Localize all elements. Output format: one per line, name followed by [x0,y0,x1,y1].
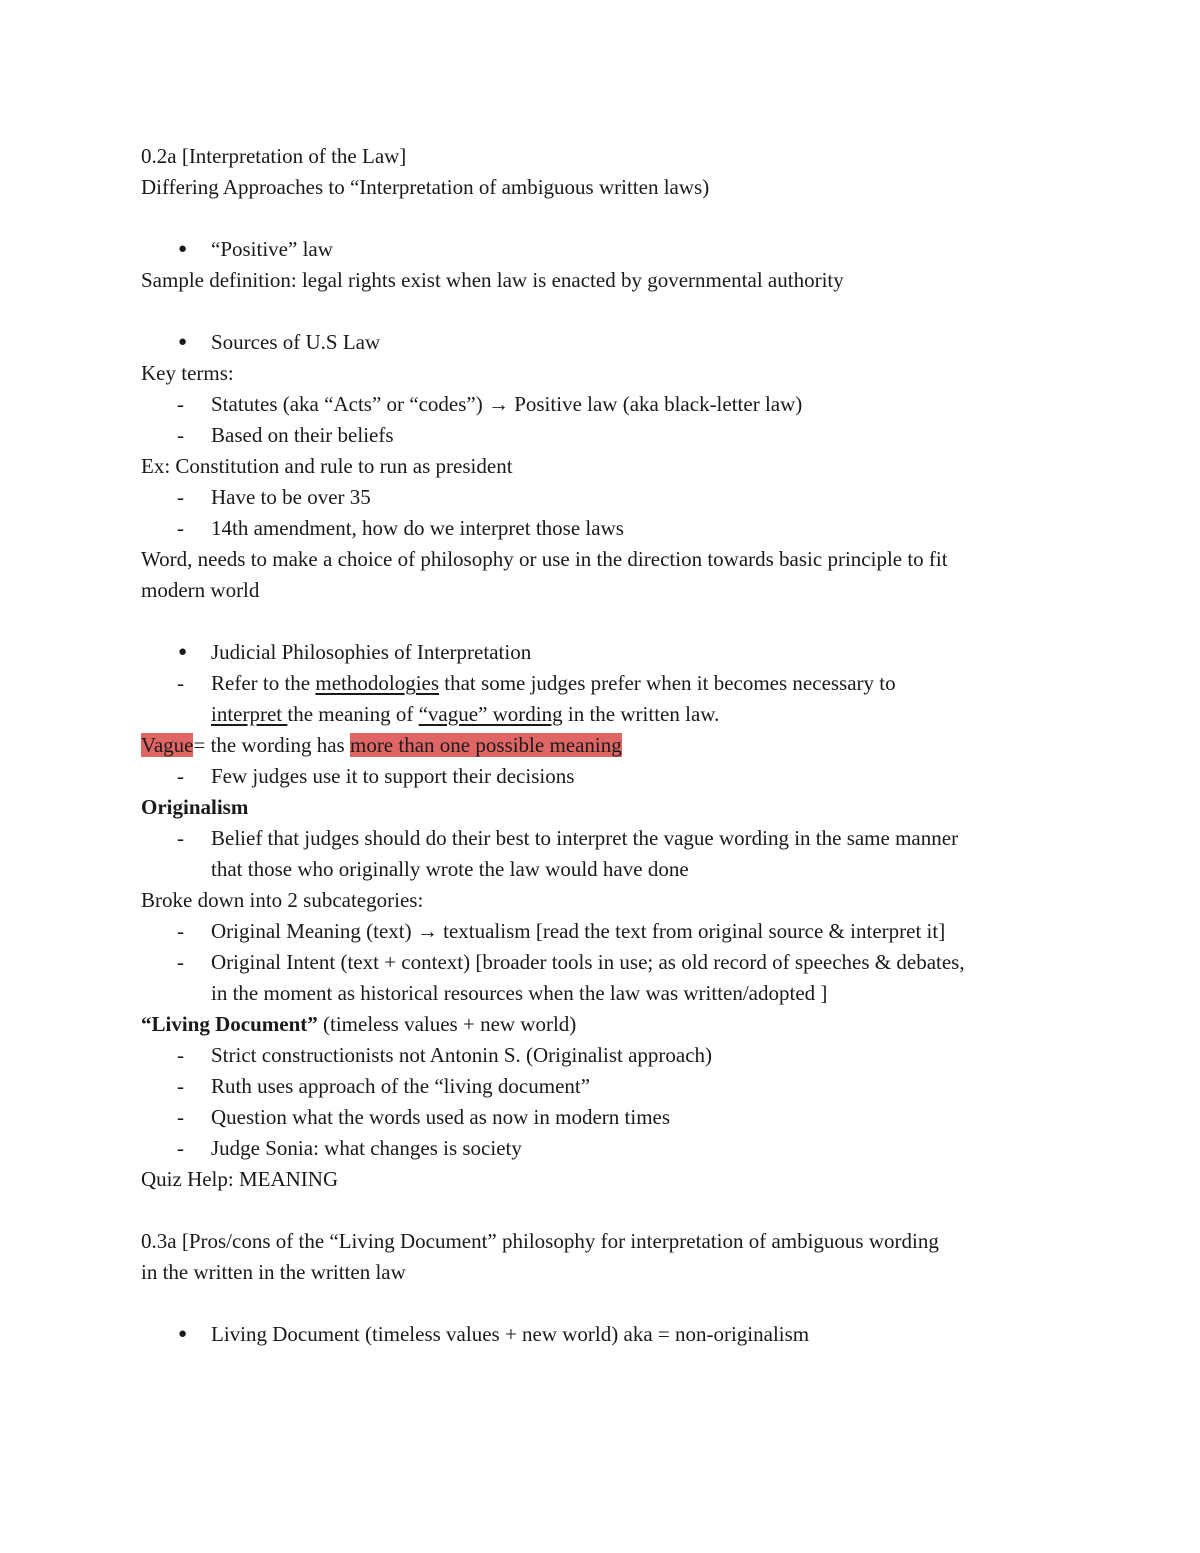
dash-item [141,761,1061,792]
dash-item [141,668,1061,699]
bullet-text: Living Document (timeless values + new world) aka = non-originalism [211,1322,810,1346]
text-span: in the written law. [562,702,720,726]
dash-icon: - [177,1105,184,1129]
dash-icon: - [177,826,184,850]
dash-text: Refer to the [211,671,316,695]
blank-line [141,606,1061,637]
dash-text: Statutes (aka “Acts” or “codes”) → Positive law (aka black-letter law) [211,392,803,416]
bullet-text: Sources of U.S Law [211,330,381,354]
blank-line [141,1195,1061,1226]
dash-text: Original Intent (text + context) [broader tools in use; as old record of speeches & debates, [211,950,965,974]
dash-icon: - [177,392,184,416]
underlined-text: interpret [211,702,288,726]
bullet-dot-icon: ● [178,644,188,660]
blank-line [141,1288,1061,1319]
dash-item [141,947,1061,978]
blank-line [141,296,1061,327]
blank-line [141,203,1061,234]
dash-item [141,513,1061,544]
dash-item [141,823,1061,854]
bullet-item-positive-law [141,234,1061,265]
dash-text: 14th amendment, how do we interpret those laws [211,516,624,540]
continuation-line: in the moment as historical resources when the law was written/adopted ] [211,981,828,1005]
dash-text: Belief that judges should do their best to interpret the vague wording in the same manner [211,826,959,850]
bullet-dot-icon: ● [178,241,188,257]
dash-text: Original Meaning (text) → textualism [read the text from original source & interpret it] [211,919,946,943]
dash-text: Question what the words used as now in modern times [211,1105,671,1129]
dash-item [141,1040,1061,1071]
subtitle-line: Differing Approaches to “Interpretation of ambiguous written laws) [141,175,710,199]
dash-icon: - [177,1136,184,1160]
dash-text: Based on their beliefs [211,423,394,447]
bullet-item-sources [141,327,1061,358]
underlined-text: methodologies [315,671,440,695]
text-line: Word, needs to make a choice of philosophy or use in the direction towards basic principle to fit [141,547,948,571]
bullet-item-living-document [141,1319,1061,1350]
dash-item [141,482,1061,513]
vague-definition-line [141,730,1061,761]
quiz-help-line: Quiz Help: MEANING [141,1167,339,1191]
underlined-text: “vague” wording [418,702,563,726]
dash-text: Ruth uses approach of the “living document” [211,1074,591,1098]
text-line: Ex: Constitution and rule to run as president [141,454,513,478]
dash-icon: - [177,764,184,788]
text-span: = the wording has [193,733,350,757]
bullet-item-judicial [141,637,1061,668]
bullet-dot-icon: ● [178,334,188,350]
section-heading-0-2a: 0.2a [Interpretation of the Law] [141,144,407,168]
dash-icon: - [177,485,184,509]
document-page [141,141,1061,1350]
bullet-text: “Positive” law [211,237,333,261]
text-line: Sample definition: legal rights exist when law is enacted by governmental authority [141,268,844,292]
continuation-line [141,699,1061,730]
bullet-dot-icon: ● [178,1326,188,1342]
text-line: modern world [141,578,260,602]
living-document-heading-line [141,1009,1061,1040]
heading-originalism: Originalism [141,795,249,819]
dash-item [141,1102,1061,1133]
dash-icon: - [177,1074,184,1098]
dash-text: Strict constructionists not Antonin S. (Originalist approach) [211,1043,713,1067]
bullet-text: Judicial Philosophies of Interpretation [211,640,532,664]
heading-living-document: “Living Document” [141,1012,318,1036]
dash-icon: - [177,671,184,695]
dash-icon: - [177,423,184,447]
highlighted-text: more than one possible meaning [349,733,622,757]
dash-item [141,1133,1061,1164]
dash-item [141,389,1061,420]
dash-text: Few judges use it to support their decisions [211,764,575,788]
dash-text: Have to be over 35 [211,485,371,509]
section-heading-0-3a: 0.3a [Pros/cons of the “Living Document” philosophy for interpretation of ambiguous wording [141,1229,939,1253]
dash-text: that some judges prefer when it becomes necessary to [439,671,896,695]
dash-icon: - [177,919,184,943]
dash-item [141,420,1061,451]
dash-icon: - [177,516,184,540]
text-span: the meaning of [287,702,419,726]
highlighted-text: Vague [141,733,194,757]
text-span: (timeless values + new world) [317,1012,577,1036]
text-line: in the written in the written law [141,1260,406,1284]
text-line: Broke down into 2 subcategories: [141,888,424,912]
dash-icon: - [177,950,184,974]
dash-text: Judge Sonia: what changes is society [211,1136,522,1160]
continuation-line: that those who originally wrote the law would have done [211,857,689,881]
text-line: Key terms: [141,361,234,385]
dash-item [141,916,1061,947]
dash-icon: - [177,1043,184,1067]
dash-item [141,1071,1061,1102]
